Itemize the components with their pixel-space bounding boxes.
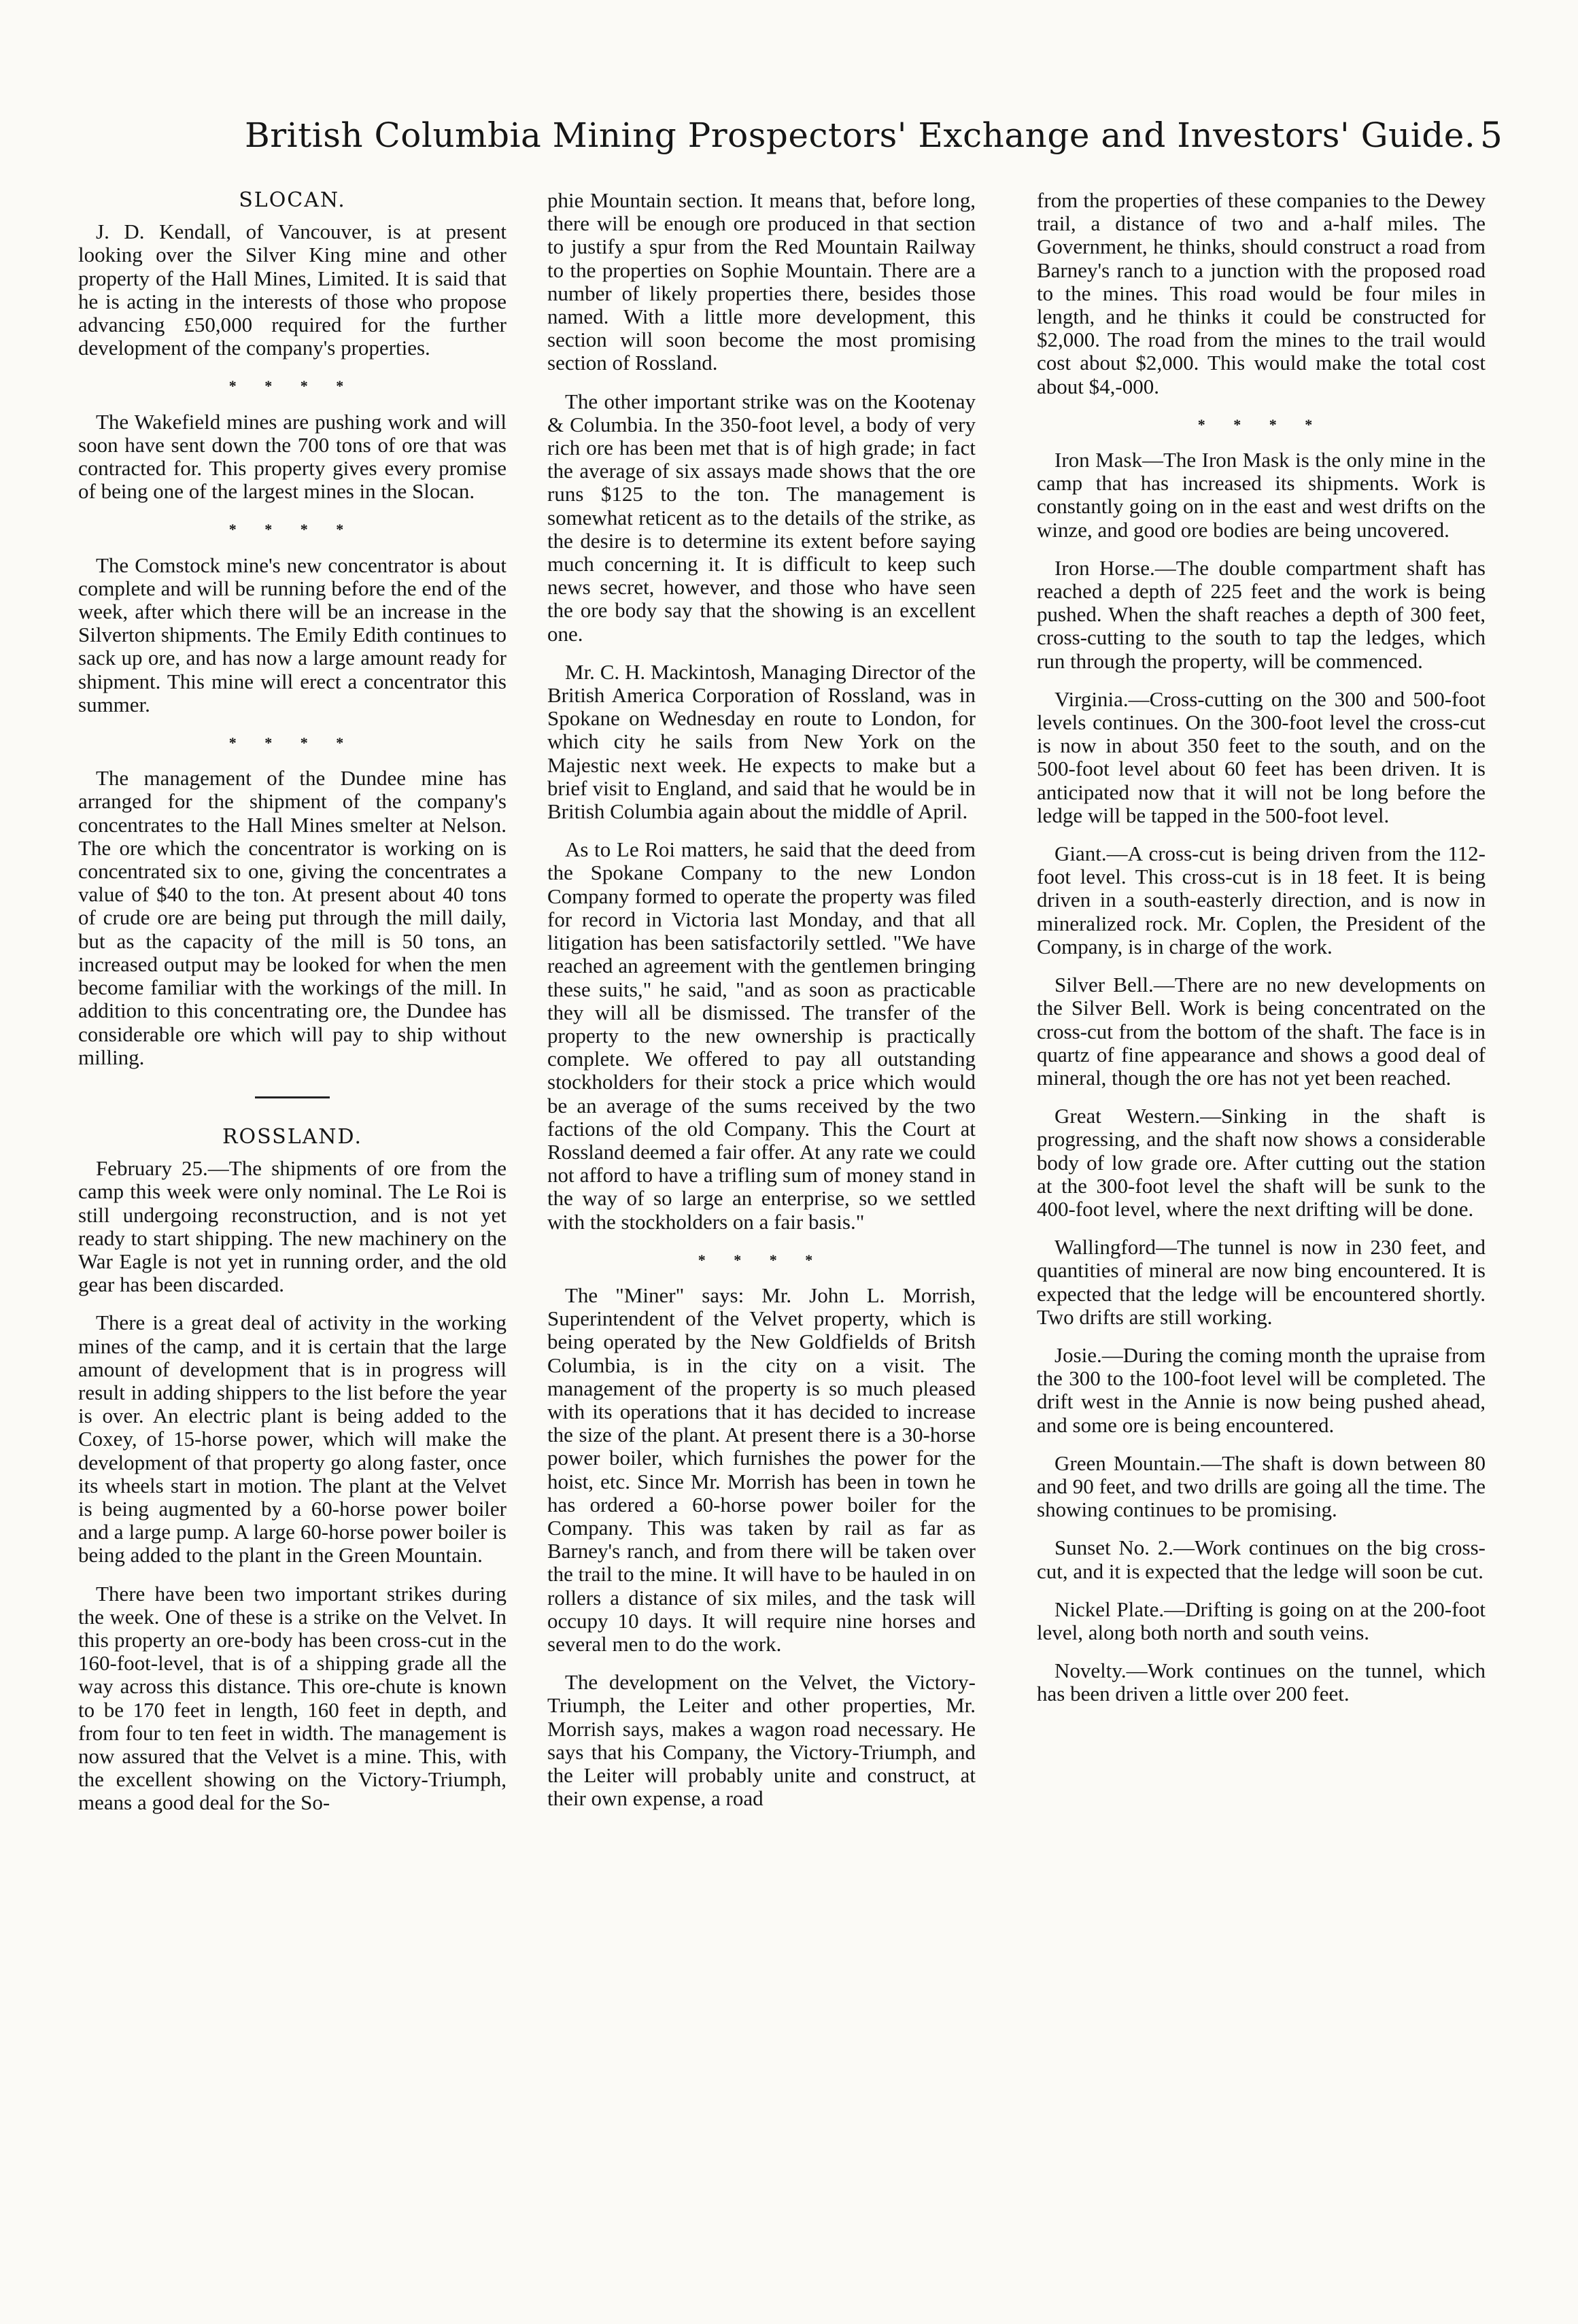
article-paragraph: phie Mountain section. It means that, before long, there will be enough ore produced in that section to justify a spur from the Red Mountain Railway to the properties on Sophie Mountain. There are a number of likely properties there, besides those named. With a little more development, this section will soon become the most promising section of Rossland. [547, 189, 976, 375]
separator-stars: * * * * [228, 377, 356, 395]
mine-report-iron-horse: Iron Horse.—The double compartment shaft has reached a depth of 225 feet and the work is being pushed. When the shaft reaches a depth of 300 feet, cross-cutting to the south to tap the ledges, which run through the property, will be commenced. [1037, 555, 1486, 673]
mine-report-josie: Josie.—During the coming month the upraise from the 300 to the 100-foot level will be completed. The drift west in the Annie is now being pushed ahead, and some ore is being encountered. [1037, 1342, 1486, 1437]
article-paragraph: The Comstock mine's new concentrator is about complete and will be running before the end of the week, after which there will be an increase in the Silverton shipments. The Emily Edith continues to sack up ore, and has now a large amount ready for shipment. This mine will erect a concentrator this summer. [78, 553, 507, 716]
article-paragraph: from the properties of these companies to the Dewey trail, a distance of two and a-half miles. The Government, he thinks, should construct a road from Barney's ranch to a junction with the proposed road to the mines. This road would be four miles in length, and he thinks it could be constructed for $2,000. The road from the mines to the trail would cost about $2,000. This would make the total cost about $4,-000. [1037, 189, 1486, 398]
column-2 [547, 189, 976, 2283]
mine-report-green-mountain: Green Mountain.—The shaft is down between 80 and 90 feet, and two drills are going all the time. The showing continues to be promising. [1037, 1451, 1486, 1522]
article-paragraph: The other important strike was on the Kootenay & Columbia. In the 350-foot level, a body of very rich ore has been met that is of high grade; in fact the average of six assays made shows that the ore runs $125 to the ton. The management is somewhat reticent as to the details of the strike, as the desire is to determine its extent before saying much concerning it. It is difficult to keep such news secret, however, and those who have seen the ore body say that the showing is an excellent one. [547, 389, 976, 646]
page-header [245, 116, 1503, 177]
section-divider [255, 1096, 330, 1098]
publication-title: British Columbia Mining Prospectors' Exchange and Investors' Guide. [245, 116, 1476, 155]
article-paragraph: The development on the Velvet, the Victory-Triumph, the Leiter and other properties, Mr. Morrish says, makes a wagon road necessary. He says that his Company, the Victory-Triumph, and the Leiter will probably unite and construct, at their own expense, a road [547, 1670, 976, 1811]
article-paragraph: There have been two important strikes during the week. One of these is a strike on the Velvet. In this property an ore-body has been cross-cut in the 160-foot-level, that is of a shipping grade all the way across this distance. This ore-chute is known to be 170 feet in length, 160 feet in depth, and from four to ten feet in width. The management is now assured that the Velvet is a mine. This, with the excellent showing on the Victory-Triumph, means a good deal for the So- [78, 1581, 507, 1815]
separator-stars: * * * * [698, 1251, 825, 1268]
page-number: 5 [1479, 116, 1503, 156]
mine-report-iron-mask: Iron Mask—The Iron Mask is the only mine in the camp that has increased its shipments. Work is constantly going on in the east and west drifts on the winze, and good ore bodies are being uncovered. [1037, 448, 1486, 542]
separator-stars: * * * * [1197, 415, 1325, 433]
mine-report-great-western: Great Western.—Sinking in the shaft is progressing, and the shaft now shows a considerable body of low grade ore. After cutting out the station at the 300-foot level the shaft will be sunk to the 400-foot level, where the next drifting will be done. [1037, 1104, 1486, 1221]
article-paragraph: The management of the Dundee mine has arranged for the shipment of the company's concentrates to the Hall Mines smelter at Nelson. The ore which the concentrator is working on is concentrated six to one, giving the concentrates a value of $40 to the ton. At present about 40 tons of crude ore are being put through the mill daily, but as the capacity of the mill is 50 tons, an increased output may be looked for when the men become familiar with the workings of the mill. In addition to this concentrating ore, the Dundee has considerable ore which will pay to ship without milling. [78, 766, 507, 1069]
article-paragraph: As to Le Roi matters, he said that the deed from the Spokane Company to the new London Company formed to operate the property was filed for record in Victoria last Monday, and that all litigation has been satisfactorily settled. "We have reached an agreement with the gentlemen bringing these suits," he said, "and as soon as practicable they will all be dismissed. The transfer of the property to the new ownership is practically complete. We offered to pay all outstanding stockholders for their stock a price which would be an average of the sums received by the two factions of the old Company. This the Court at Rossland deemed a fair offer. At any rate we could not afford to have a trifling sum of money stand in the way of so large an enterprise, so we settled with the stockholders on a fair basis." [547, 837, 976, 1234]
article-paragraph: Mr. C. H. Mackintosh, Managing Director of the British America Corporation of Rossland, was in Spokane on Wednesday en route to London, for which city he sails from New York on the Majestic next week. He expects to make but a brief visit to England, and said that he would be in British Columbia again about the middle of April. [547, 659, 976, 824]
mine-report-virginia: Virginia.—Cross-cutting on the 300 and 500-foot levels continues. On the 300-foot level the cross-cut is now in about 350 feet to the south, and on the 500-foot level about 60 feet has been driven. It is anticipated now that it will not be long before the ledge will be tapped in the 500-foot level. [1037, 687, 1486, 827]
article-paragraph: There is a great deal of activity in the working mines of the camp, and it is certain that the large amount of development that is in progress will result in adding shippers to the list before the year is over. An electric plant is being added to the Coxey, of 15-horse power, which will make the development of that property go along faster, once its wheels start in motion. The plant at the Velvet is being augmented by a 60-horse power boiler and a large pump. A large 60-horse power boiler is being added to the plant in the Green Mountain. [78, 1311, 507, 1567]
separator-stars: * * * * [228, 521, 356, 538]
mine-report-sunset: Sunset No. 2.—Work continues on the big cross-cut, and it is expected that the ledge will soon be cut. [1037, 1536, 1486, 1583]
mine-report-nickel-plate: Nickel Plate.—Drifting is going on at the 200-foot level, along both north and south veins. [1037, 1597, 1486, 1644]
column-3 [1037, 189, 1486, 2283]
article-paragraph: The Wakefield mines are pushing work and will soon have sent down the 700 tons of ore that was contracted for. This property gives every promise of being one of the largest mines in the Slocan. [78, 409, 507, 504]
mine-report-silver-bell: Silver Bell.—There are no new developments on the Silver Bell. Work is being concentrated on the cross-cut from the bottom of the shaft. The face is in quartz of fine appearance and shows a good deal of mineral, though the ore has not yet been reached. [1037, 973, 1486, 1090]
separator-stars: * * * * [228, 734, 356, 752]
mine-report-wallingford: Wallingford—The tunnel is now in 230 feet, and quantities of mineral are now bing encountered. It is expected that the ledge will be encountered shortly. Two drifts are still working. [1037, 1235, 1486, 1329]
section-title-rossland: ROSSLAND. [222, 1124, 363, 1149]
mine-report-novelty: Novelty.—Work continues on the tunnel, which has been driven a little over 200 feet. [1037, 1659, 1486, 1706]
article-paragraph: J. D. Kendall, of Vancouver, is at present looking over the Silver King mine and other property of the Hall Mines, Limited. It is said that he is acting in the interests of those who propose advancing £50,000 required for the further development of the company's properties. [78, 220, 507, 360]
article-paragraph: February 25.—The shipments of ore from the camp this week were only nominal. The Le Roi is still undergoing reconstruction, and is not yet ready to start shipping. The new machinery on the War Eagle is not yet in running order, and the old gear has been discarded. [78, 1156, 507, 1297]
mine-report-giant: Giant.—A cross-cut is being driven from the 112-foot level. This cross-cut is in 18 feet. It is being driven in a south-easterly direction, and is now in mineralized rock. Mr. Coplen, the President of the Company, is in charge of the work. [1037, 842, 1486, 958]
article-paragraph: The "Miner" says: Mr. John L. Morrish, Superintendent of the Velvet property, which is being operated by the New Goldfields of Britsh Columbia, is in the city on a visit. The management of the property is so much pleased with its operations that it has decided to increase the size of the plant. At present there is a 30-horse power boiler, which furnishes the power for the hoist, etc. Since Mr. Morrish has been in town he has ordered a 60-horse power boiler for the Company. This was taken by rail as far as Barney's ranch, and from there will be taken over the trail to the mine. It will have to be hauled in on rollers a distance of six miles, and the task will occupy 10 days. It will require nine horses and several men to do the work. [547, 1283, 976, 1656]
column-1 [78, 189, 507, 2283]
section-title-slocan: SLOCAN. [239, 189, 346, 212]
